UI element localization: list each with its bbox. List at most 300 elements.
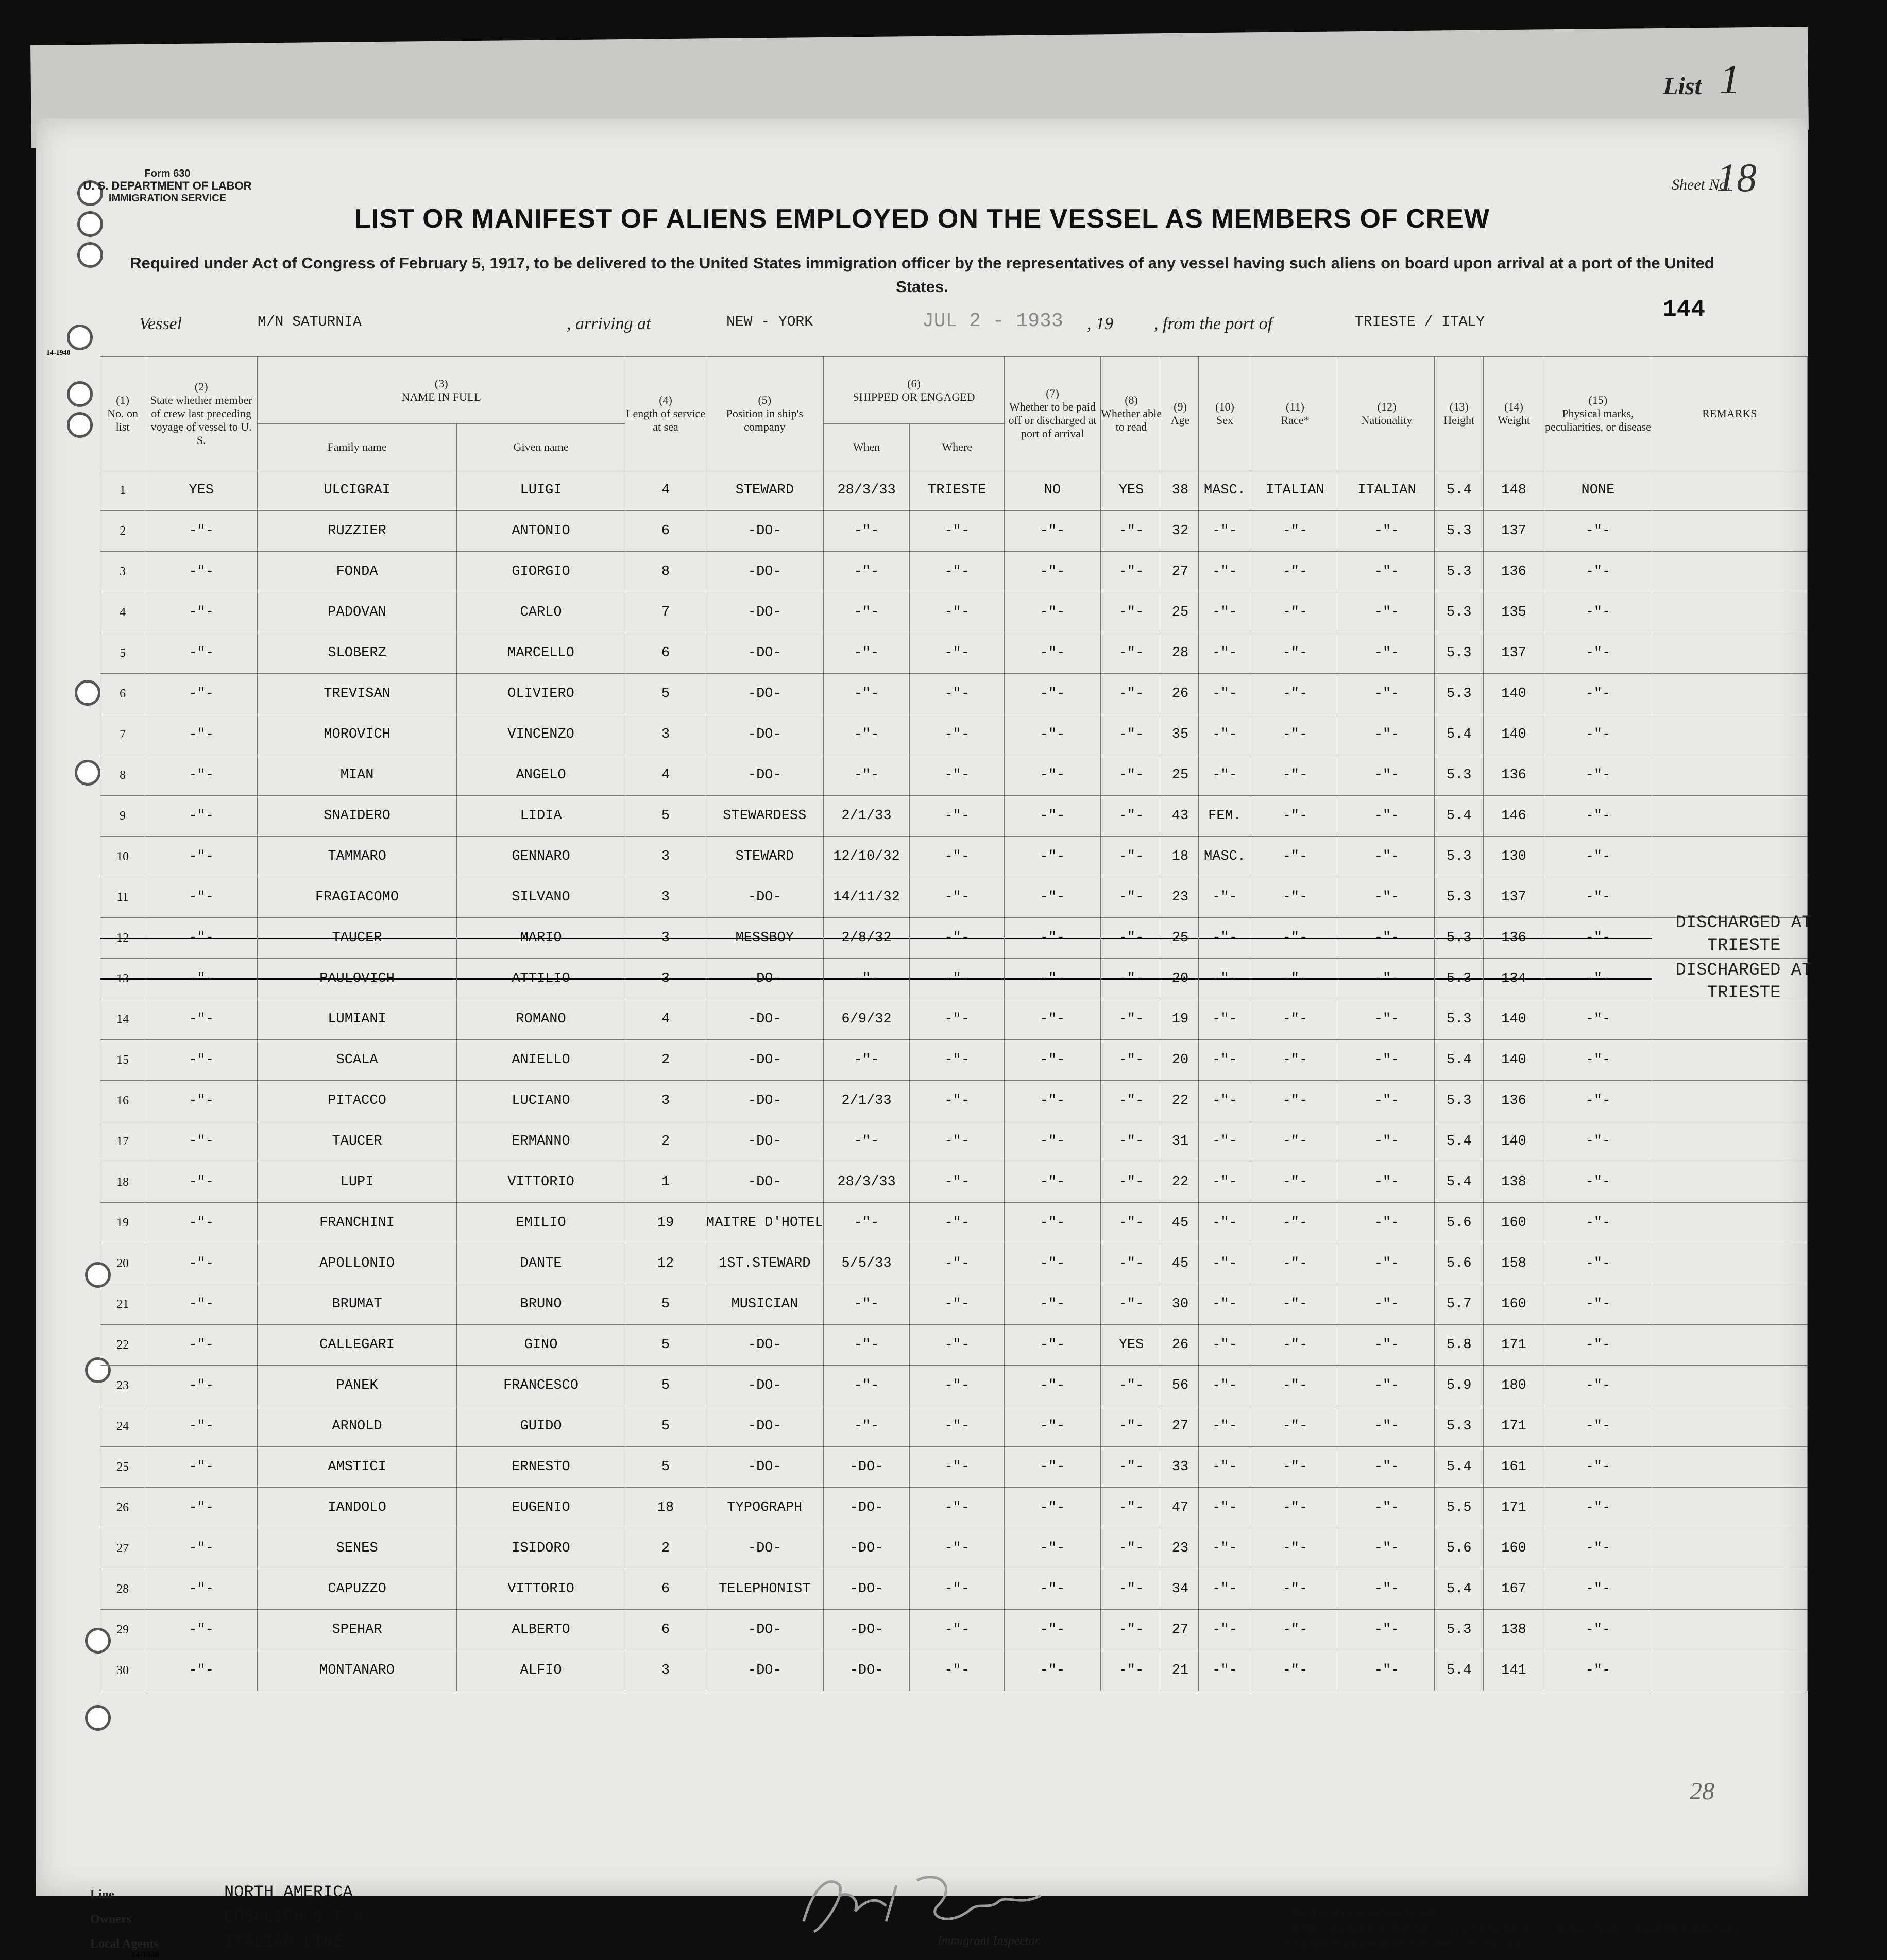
col-label-12: Nationality: [1361, 413, 1413, 427]
cell-prev: -"-: [145, 714, 258, 755]
cell-paid: -"-: [1005, 959, 1101, 999]
cell-nationality: -"-: [1339, 1366, 1435, 1406]
cell-nationality: -"-: [1339, 674, 1435, 714]
cell-service: 8: [625, 552, 706, 592]
cell-race: -"-: [1251, 1325, 1339, 1366]
cell-when: -"-: [823, 592, 909, 633]
cell-where: -"-: [910, 1284, 1005, 1325]
sheet-number: 18: [1716, 155, 1757, 200]
cell-family: AMSTICI: [258, 1447, 457, 1488]
cell-age: 33: [1162, 1447, 1199, 1488]
cell-service: 5: [625, 796, 706, 837]
cell-nationality: -"-: [1339, 1162, 1435, 1203]
cell-marks: NONE: [1544, 470, 1652, 511]
cell-no: 20: [100, 1243, 145, 1284]
year-label: , 19: [1087, 314, 1113, 333]
cell-weight: 141: [1483, 1650, 1544, 1691]
col-num-9: (9): [1174, 400, 1187, 413]
cell-service: 3: [625, 714, 706, 755]
penalty-note: NOTE. – Failure to furnish full or correct information in columns (3), (6), (7), and (8) is punishable by a fine of ten dollars for each alien. See other side.: [1288, 1921, 1740, 1950]
cell-weight: 138: [1483, 1610, 1544, 1650]
cell-race: -"-: [1251, 511, 1339, 552]
table-row: [100, 1284, 1808, 1325]
cell-sex: -"-: [1198, 1488, 1251, 1528]
vessel-line: [139, 310, 1659, 340]
cell-paid: -"-: [1005, 1488, 1101, 1528]
cell-weight: 161: [1483, 1447, 1544, 1488]
cell-age: 43: [1162, 796, 1199, 837]
col-label-14: Weight: [1498, 413, 1531, 427]
cell-remarks: [1652, 1325, 1807, 1366]
cell-prev: YES: [145, 470, 258, 511]
col-num-11: (11): [1286, 400, 1304, 413]
cell-height: 5.4: [1435, 714, 1484, 755]
cell-marks: -"-: [1544, 674, 1652, 714]
cell-no: 9: [100, 796, 145, 837]
table-row: [100, 552, 1808, 592]
cell-when: -"-: [823, 1406, 909, 1447]
cell-read: -"-: [1100, 1610, 1162, 1650]
cell-family: CALLEGARI: [258, 1325, 457, 1366]
cell-nationality: -"-: [1339, 755, 1435, 796]
col-num-7: (7): [1046, 386, 1059, 400]
cell-height: 5.3: [1435, 877, 1484, 918]
cell-remarks: [1652, 1406, 1807, 1447]
cell-prev: -"-: [145, 1569, 258, 1610]
binder-hole: [85, 1705, 111, 1731]
cell-position: -DO-: [706, 959, 823, 999]
cell-when: -"-: [823, 755, 909, 796]
cell-weight: 167: [1483, 1569, 1544, 1610]
cell-where: -"-: [910, 877, 1005, 918]
cell-position: STEWARD: [706, 837, 823, 877]
cell-no: 11: [100, 877, 145, 918]
cell-prev: -"-: [145, 1447, 258, 1488]
col-header-name: [258, 357, 625, 424]
cell-weight: 136: [1483, 1081, 1544, 1121]
races-note: *See list of races on back hereof.: [1288, 1906, 1438, 1919]
cell-where: -"-: [910, 552, 1005, 592]
cell-no: 15: [100, 1040, 145, 1081]
cell-remarks: [1652, 714, 1807, 755]
cell-no: 29: [100, 1610, 145, 1650]
cell-family: PITACCO: [258, 1081, 457, 1121]
cell-service: 6: [625, 1569, 706, 1610]
crew-manifest-table: [100, 356, 1808, 1691]
cell-paid: -"-: [1005, 837, 1101, 877]
table-row: [100, 837, 1808, 877]
cell-given: ISIDORO: [456, 1528, 625, 1569]
remark-row-13: DISCHARGED AT TRIESTE: [1675, 961, 1812, 1003]
cell-service: 7: [625, 592, 706, 633]
sheet-number-label: Sheet No.: [1672, 176, 1731, 193]
cell-age: 19: [1162, 999, 1199, 1040]
col-header-nationality: [1339, 357, 1435, 470]
cell-sex: -"-: [1198, 1325, 1251, 1366]
col-label-8: Whether able to read: [1101, 406, 1162, 433]
cell-marks: -"-: [1544, 1488, 1652, 1528]
cell-where: -"-: [910, 755, 1005, 796]
cell-sex: -"-: [1198, 1569, 1251, 1610]
cell-prev: -"-: [145, 511, 258, 552]
cell-when: -"-: [823, 1203, 909, 1243]
cell-family: PADOVAN: [258, 592, 457, 633]
cell-read: -"-: [1100, 1447, 1162, 1488]
cell-weight: 140: [1483, 999, 1544, 1040]
cell-family: PANEK: [258, 1366, 457, 1406]
cell-service: 4: [625, 470, 706, 511]
cell-weight: 160: [1483, 1203, 1544, 1243]
cell-position: -DO-: [706, 674, 823, 714]
cell-no: 24: [100, 1406, 145, 1447]
cell-remarks: [1652, 1081, 1807, 1121]
cell-weight: 148: [1483, 470, 1544, 511]
cell-no: 6: [100, 674, 145, 714]
arriving-label: , arriving at: [567, 314, 651, 333]
cell-family: LUPI: [258, 1162, 457, 1203]
vessel-name: M/N SATURNIA: [258, 314, 362, 330]
col-header-given: Given name: [456, 424, 625, 470]
cell-when: -"-: [823, 511, 909, 552]
col-num-2: (2): [194, 380, 208, 393]
col-num-10: (10): [1215, 400, 1234, 413]
col-header-sex: [1198, 357, 1251, 470]
cell-race: -"-: [1251, 1243, 1339, 1284]
cell-read: -"-: [1100, 1366, 1162, 1406]
service-name: IMMIGRATION SERVICE: [108, 193, 227, 204]
cell-race: -"-: [1251, 1610, 1339, 1650]
cell-weight: 160: [1483, 1284, 1544, 1325]
cell-height: 5.4: [1435, 470, 1484, 511]
cell-paid: -"-: [1005, 674, 1101, 714]
cell-no: 22: [100, 1325, 145, 1366]
cell-where: -"-: [910, 1325, 1005, 1366]
cell-prev: -"-: [145, 633, 258, 674]
cell-when: -"-: [823, 1366, 909, 1406]
col-label-4: Length of service at sea: [626, 406, 705, 433]
cell-sex: MASC.: [1198, 837, 1251, 877]
cell-nationality: -"-: [1339, 796, 1435, 837]
cell-when: -DO-: [823, 1447, 909, 1488]
cell-given: EUGENIO: [456, 1488, 625, 1528]
cell-remarks: [1652, 1243, 1807, 1284]
cell-race: -"-: [1251, 552, 1339, 592]
cell-sex: -"-: [1198, 592, 1251, 633]
cell-prev: -"-: [145, 1488, 258, 1528]
cell-marks: -"-: [1544, 552, 1652, 592]
binder-hole: [67, 412, 93, 438]
cell-marks: -"-: [1544, 918, 1652, 959]
col-header-where: Where: [910, 424, 1005, 470]
cell-age: 23: [1162, 1528, 1199, 1569]
cell-sex: MASC.: [1198, 470, 1251, 511]
cell-remarks: [1652, 1040, 1807, 1081]
remark-row-12: DISCHARGED AT TRIESTE: [1675, 913, 1812, 956]
cell-age: 28: [1162, 633, 1199, 674]
cell-race: -"-: [1251, 1569, 1339, 1610]
cell-prev: -"-: [145, 959, 258, 999]
cell-weight: 171: [1483, 1325, 1544, 1366]
cell-no: 1: [100, 470, 145, 511]
cell-family: CAPUZZO: [258, 1569, 457, 1610]
manifest-sheet: [36, 118, 1812, 1959]
cell-race: -"-: [1251, 1081, 1339, 1121]
col-label-9: Age: [1170, 413, 1190, 427]
cell-where: -"-: [910, 1203, 1005, 1243]
cell-no: 5: [100, 633, 145, 674]
cell-paid: -"-: [1005, 714, 1101, 755]
cell-when: -DO-: [823, 1528, 909, 1569]
cell-height: 5.4: [1435, 1447, 1484, 1488]
cell-remarks: [1652, 1121, 1807, 1162]
cell-sex: -"-: [1198, 1610, 1251, 1650]
cell-no: 25: [100, 1447, 145, 1488]
cell-no: 16: [100, 1081, 145, 1121]
cell-race: -"-: [1251, 1284, 1339, 1325]
cell-nationality: -"-: [1339, 1243, 1435, 1284]
binder-hole: [75, 760, 100, 786]
cell-height: 5.9: [1435, 1366, 1484, 1406]
cell-when: 28/3/33: [823, 470, 909, 511]
cell-where: -"-: [910, 674, 1005, 714]
cell-marks: -"-: [1544, 1284, 1652, 1325]
cell-read: -"-: [1100, 1040, 1162, 1081]
cell-weight: 137: [1483, 877, 1544, 918]
cell-position: -DO-: [706, 511, 823, 552]
cell-service: 1: [625, 1162, 706, 1203]
cell-age: 27: [1162, 1610, 1199, 1650]
cell-position: STEWARDESS: [706, 796, 823, 837]
cell-age: 27: [1162, 1406, 1199, 1447]
cell-read: -"-: [1100, 1488, 1162, 1528]
cell-when: -"-: [823, 1325, 909, 1366]
cell-family: PAULOVICH: [258, 959, 457, 999]
cell-height: 5.3: [1435, 999, 1484, 1040]
cell-race: -"-: [1251, 674, 1339, 714]
cell-position: -DO-: [706, 1162, 823, 1203]
cell-service: 3: [625, 1650, 706, 1691]
cell-sex: -"-: [1198, 755, 1251, 796]
cell-given: GIORGIO: [456, 552, 625, 592]
cell-prev: -"-: [145, 1243, 258, 1284]
cell-where: -"-: [910, 1121, 1005, 1162]
cell-height: 5.4: [1435, 1650, 1484, 1691]
cell-where: -"-: [910, 592, 1005, 633]
col-header-age: [1162, 357, 1199, 470]
cell-position: -DO-: [706, 1447, 823, 1488]
cell-weight: 136: [1483, 755, 1544, 796]
cell-position: -DO-: [706, 1325, 823, 1366]
cell-marks: -"-: [1544, 1203, 1652, 1243]
cell-where: -"-: [910, 1447, 1005, 1488]
cell-given: ALFIO: [456, 1650, 625, 1691]
cell-service: 3: [625, 918, 706, 959]
cell-read: -"-: [1100, 877, 1162, 918]
cell-age: 20: [1162, 1040, 1199, 1081]
cell-height: 5.3: [1435, 959, 1484, 999]
cell-position: -DO-: [706, 1121, 823, 1162]
cell-age: 23: [1162, 877, 1199, 918]
cell-weight: 171: [1483, 1406, 1544, 1447]
cell-sex: FEM.: [1198, 796, 1251, 837]
cell-height: 5.6: [1435, 1203, 1484, 1243]
cell-marks: -"-: [1544, 877, 1652, 918]
cell-sex: -"-: [1198, 918, 1251, 959]
table-row: [100, 1447, 1808, 1488]
cell-prev: -"-: [145, 1650, 258, 1691]
cell-nationality: -"-: [1339, 959, 1435, 999]
cell-nationality: -"-: [1339, 1325, 1435, 1366]
cell-service: 3: [625, 837, 706, 877]
table-row: [100, 999, 1808, 1040]
cell-paid: -"-: [1005, 1284, 1101, 1325]
cell-read: -"-: [1100, 1121, 1162, 1162]
cell-given: ANIELLO: [456, 1040, 625, 1081]
binder-hole: [75, 680, 100, 706]
cell-family: FONDA: [258, 552, 457, 592]
cell-position: -DO-: [706, 1650, 823, 1691]
cell-prev: -"-: [145, 1040, 258, 1081]
cell-position: -DO-: [706, 1406, 823, 1447]
cell-when: -"-: [823, 633, 909, 674]
cell-where: -"-: [910, 1243, 1005, 1284]
line-value: NORTH AMERICA: [224, 1883, 353, 1902]
cell-weight: 137: [1483, 633, 1544, 674]
cell-read: -"-: [1100, 959, 1162, 999]
from-port: TRIESTE / ITALY: [1355, 314, 1485, 330]
cell-paid: -"-: [1005, 511, 1101, 552]
cell-family: TAUCER: [258, 918, 457, 959]
cell-family: RUZZIER: [258, 511, 457, 552]
cell-family: FRAGIACOMO: [258, 877, 457, 918]
cell-nationality: -"-: [1339, 1447, 1435, 1488]
cell-position: -DO-: [706, 999, 823, 1040]
cell-paid: NO: [1005, 470, 1101, 511]
col-header-height: [1435, 357, 1484, 470]
cell-position: -DO-: [706, 1040, 823, 1081]
cell-no: 3: [100, 552, 145, 592]
cell-remarks: [1652, 1528, 1807, 1569]
cell-position: TELEPHONIST: [706, 1569, 823, 1610]
cell-marks: -"-: [1544, 755, 1652, 796]
page-title: LIST OR MANIFEST OF ALIENS EMPLOYED ON THE VESSEL AS MEMBERS OF CREW: [354, 204, 1490, 234]
cell-when: -"-: [823, 1284, 909, 1325]
cell-marks: -"-: [1544, 1040, 1652, 1081]
cell-weight: 140: [1483, 714, 1544, 755]
cell-family: BRUMAT: [258, 1284, 457, 1325]
cell-read: -"-: [1100, 592, 1162, 633]
cell-prev: -"-: [145, 552, 258, 592]
cell-nationality: -"-: [1339, 918, 1435, 959]
cell-read: -"-: [1100, 674, 1162, 714]
cell-nationality: ITALIAN: [1339, 470, 1435, 511]
cell-service: 3: [625, 1081, 706, 1121]
cell-race: -"-: [1251, 1121, 1339, 1162]
cell-where: TRIESTE: [910, 470, 1005, 511]
cell-given: DANTE: [456, 1243, 625, 1284]
cell-height: 5.4: [1435, 1121, 1484, 1162]
cell-prev: -"-: [145, 592, 258, 633]
col-label-10: Sex: [1216, 413, 1234, 427]
cell-weight: 140: [1483, 1121, 1544, 1162]
cell-height: 5.8: [1435, 1325, 1484, 1366]
cell-no: 27: [100, 1528, 145, 1569]
table-row: [100, 1162, 1808, 1203]
cell-sex: -"-: [1198, 511, 1251, 552]
table-row: [100, 674, 1808, 714]
cell-race: -"-: [1251, 959, 1339, 999]
cell-read: -"-: [1100, 918, 1162, 959]
cell-service: 5: [625, 1447, 706, 1488]
cell-given: LUIGI: [456, 470, 625, 511]
cell-position: 1ST.STEWARD: [706, 1243, 823, 1284]
cell-remarks: [1652, 837, 1807, 877]
owners-value: COSULICH S.T.N.: [224, 1907, 373, 1927]
cell-position: -DO-: [706, 1366, 823, 1406]
cell-service: 2: [625, 1121, 706, 1162]
cell-position: -DO-: [706, 877, 823, 918]
cell-sex: -"-: [1198, 1203, 1251, 1243]
cell-position: MUSICIAN: [706, 1284, 823, 1325]
cell-family: MONTANARO: [258, 1650, 457, 1691]
cell-prev: -"-: [145, 1610, 258, 1650]
cell-prev: -"-: [145, 837, 258, 877]
cell-where: -"-: [910, 837, 1005, 877]
cell-read: -"-: [1100, 1243, 1162, 1284]
cell-age: 18: [1162, 837, 1199, 877]
cell-read: -"-: [1100, 1284, 1162, 1325]
cell-sex: -"-: [1198, 1081, 1251, 1121]
cell-marks: -"-: [1544, 511, 1652, 552]
cell-service: 4: [625, 755, 706, 796]
cell-position: MAITRE D'HOTEL: [706, 1203, 823, 1243]
cell-read: -"-: [1100, 1203, 1162, 1243]
cell-nationality: -"-: [1339, 633, 1435, 674]
cell-marks: -"-: [1544, 1366, 1652, 1406]
cell-given: ANTONIO: [456, 511, 625, 552]
cell-when: -"-: [823, 959, 909, 999]
table-row: [100, 1243, 1808, 1284]
cell-when: -"-: [823, 1040, 909, 1081]
footer-note: [1288, 1905, 1752, 1951]
cell-age: 25: [1162, 918, 1199, 959]
cell-paid: -"-: [1005, 1121, 1101, 1162]
cell-marks: -"-: [1544, 1528, 1652, 1569]
cell-service: 19: [625, 1203, 706, 1243]
table-row: [100, 877, 1808, 918]
cell-race: -"-: [1251, 1366, 1339, 1406]
table-row: [100, 1081, 1808, 1121]
cell-weight: 140: [1483, 1040, 1544, 1081]
cell-given: VINCENZO: [456, 714, 625, 755]
cell-when: -"-: [823, 552, 909, 592]
cell-no: 19: [100, 1203, 145, 1243]
cell-weight: 136: [1483, 918, 1544, 959]
cell-no: 18: [100, 1162, 145, 1203]
cell-where: -"-: [910, 1528, 1005, 1569]
cell-family: SENES: [258, 1528, 457, 1569]
cell-age: 25: [1162, 755, 1199, 796]
cell-nationality: -"-: [1339, 1406, 1435, 1447]
cell-when: -DO-: [823, 1650, 909, 1691]
cell-prev: -"-: [145, 999, 258, 1040]
cell-remarks: [1652, 1447, 1807, 1488]
cell-paid: -"-: [1005, 1366, 1101, 1406]
cell-paid: -"-: [1005, 755, 1101, 796]
cell-marks: -"-: [1544, 1121, 1652, 1162]
cell-no: 12: [100, 918, 145, 959]
cell-service: 2: [625, 1040, 706, 1081]
